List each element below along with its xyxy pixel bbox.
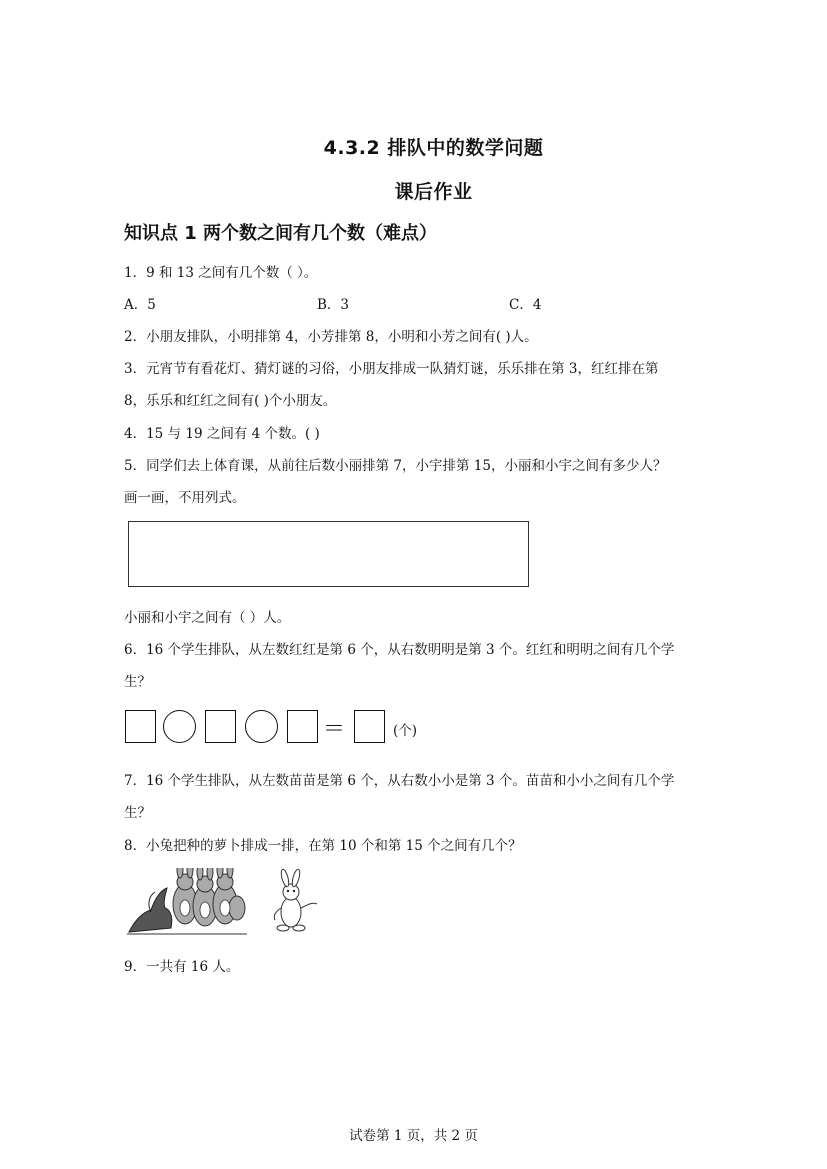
question-9: 9．一共有 16 人。 — [124, 959, 240, 975]
operator-circle-1[interactable] — [163, 710, 196, 743]
question-5-line2: 画一画，不用列式。 — [124, 490, 246, 506]
blank-square-1[interactable] — [125, 710, 156, 743]
blank-square-3[interactable] — [287, 710, 318, 743]
question-7-line2: 生？ — [124, 805, 151, 821]
question-6-line1: 6．16 个学生排队，从左数红红是第 6 个，从右数明明是第 3 个。红红和明明之间有几个学 — [124, 642, 675, 658]
page-footer: 试卷第 1 页，共 2 页 — [349, 1128, 478, 1144]
question-7-line1: 7．16 个学生排队，从左数苗苗是第 6 个，从右数小小是第 3 个。苗苗和小小之间有几个学 — [124, 773, 675, 789]
question-3-line1: 3．元宵节有看花灯、猜灯谜的习俗，小朋友排成一队猜灯谜，乐乐排在第 3，红红排在第 — [124, 361, 659, 377]
option-a: A．5 — [124, 297, 156, 313]
operator-circle-2[interactable] — [245, 710, 278, 743]
option-c: C．4 — [509, 297, 542, 313]
question-3-line2: 8，乐乐和红红之间有( )个小朋友。 — [124, 393, 337, 409]
question-8: 8．小兔把种的萝卜排成一排，在第 10 个和第 15 个之间有几个？ — [124, 838, 522, 854]
equals-sign: ＝ — [323, 717, 346, 742]
question-1: 1．9 和 13 之间有几个数（ ）。 — [124, 265, 318, 281]
blank-square-2[interactable] — [205, 710, 236, 743]
drawing-answer-box[interactable] — [128, 521, 529, 587]
question-6-line2: 生？ — [124, 674, 151, 690]
section-heading: 知识点 1 两个数之间有几个数（难点） — [124, 223, 438, 244]
page-subtitle: 课后作业 — [394, 181, 473, 203]
question-4: 4．15 与 19 之间有 4 个数。( ) — [124, 426, 320, 442]
rabbits-image — [127, 868, 327, 936]
result-square[interactable] — [354, 710, 385, 743]
question-5-line1: 5．同学们去上体育课，从前往后数小丽排第 7，小宇排第 15，小丽和小宇之间有多少人？ — [124, 458, 667, 474]
question-5-answer: 小丽和小宇之间有（ ）人。 — [124, 610, 291, 626]
unit-label: (个) — [393, 723, 418, 739]
page-title: 4.3.2 排队中的数学问题 — [323, 137, 544, 159]
option-b: B．3 — [317, 297, 350, 313]
question-2: 2．小朋友排队，小明排第 4，小芳排第 8，小明和小芳之间有( )人。 — [124, 329, 538, 345]
rabbit-carrot-illustration — [127, 868, 327, 940]
